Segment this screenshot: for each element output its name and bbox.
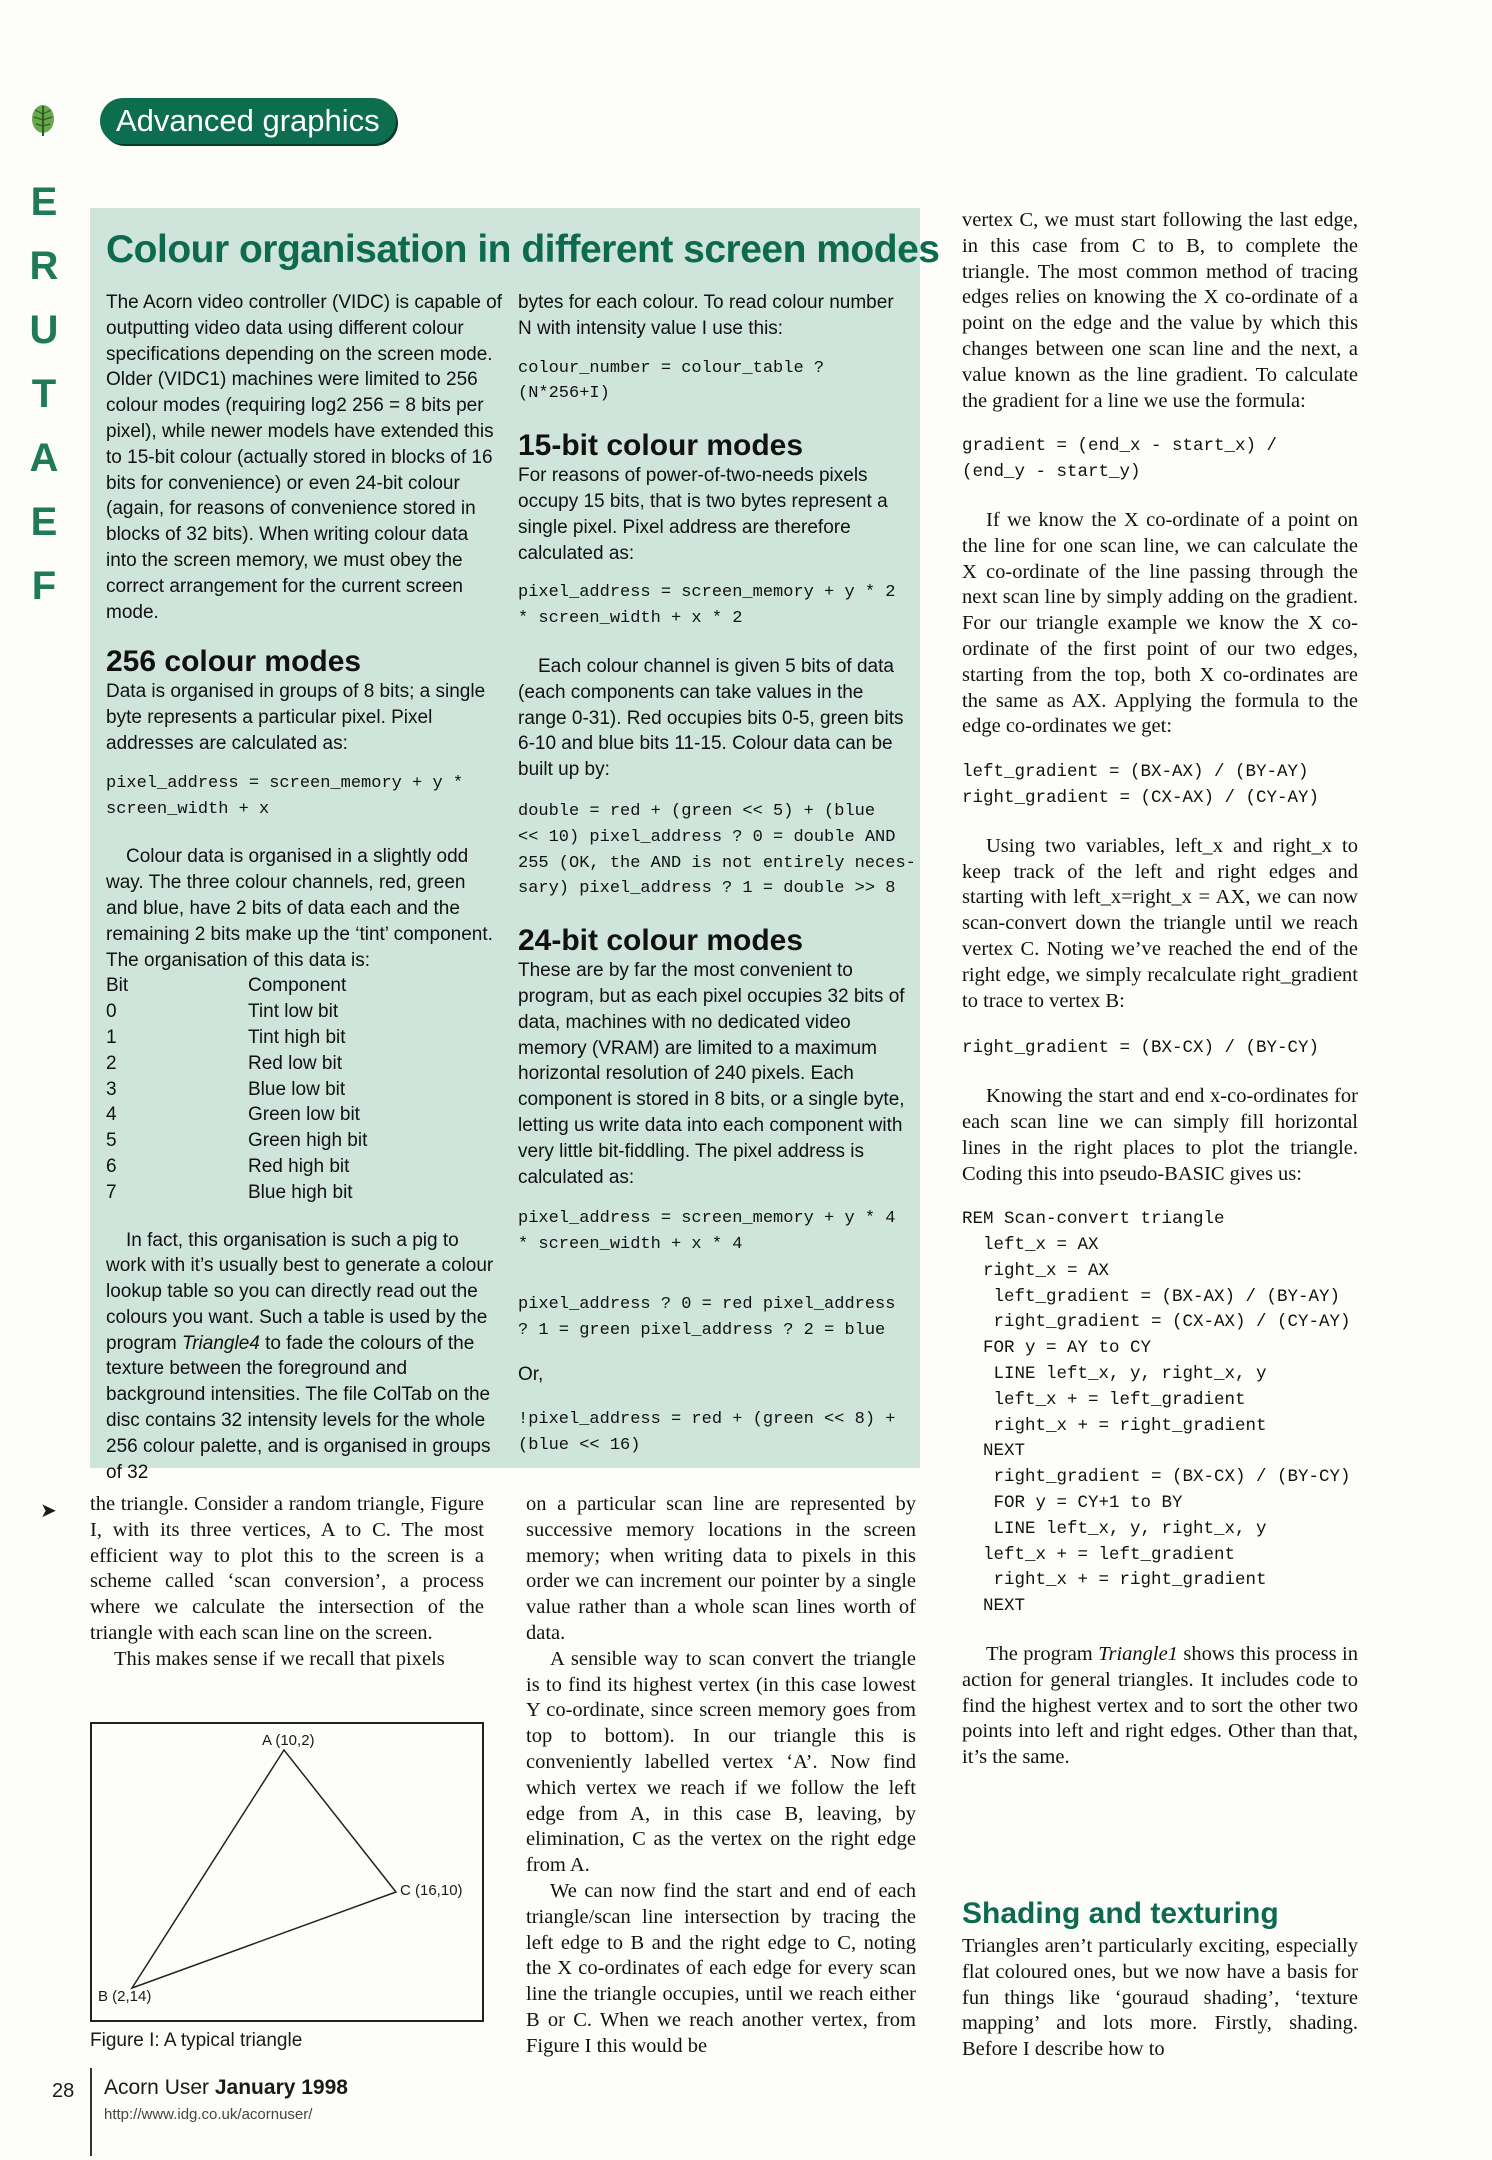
table-cell: 5 bbox=[106, 1130, 117, 1152]
table-header-bit: Bit bbox=[106, 975, 129, 997]
magazine-name: Acorn User bbox=[104, 2076, 210, 2099]
table-cell: Blue high bit bbox=[248, 1181, 353, 1203]
col3-para4: Knowing the start and end x-co-ordinates for each scan line we can simply fill horizontal lines in the right places to plot the triangle. Coding this into pseudo-BASIC gives us: bbox=[962, 1085, 1358, 1185]
bit-table bbox=[106, 973, 502, 1205]
col3-code3: right_gradient = (BX-CX) / (BY-CY) bbox=[962, 1038, 1320, 1059]
table-cell: 2 bbox=[106, 1052, 117, 1074]
col3-para5-post: shows this process in action for general triangles. It includes code to find the highest vertex and to sort the other two points into left and right edges. Other than that, it’s the same. bbox=[962, 1643, 1358, 1769]
col1-para1: the triangle. Consider a random triangle, Figure I, with its three vertices, A to C. The most efficient way to plot this to the screen is a scheme called ‘scan conversion’, a process where we calculate the intersection of the triangle with each scan line on the screen. bbox=[90, 1493, 484, 1644]
feature-letter: E bbox=[30, 500, 58, 544]
feature-letter: R bbox=[29, 244, 59, 288]
para-256a: Data is organised in groups of 8 bits; a single byte represents a particular pixel. Pixel addresses are calculated as: bbox=[106, 681, 486, 754]
code-256: pixel_address = screen_memory + y * screen_width + x bbox=[106, 773, 464, 819]
column-2 bbox=[526, 1492, 916, 2060]
figure-caption: Figure I: A typical triangle bbox=[90, 2030, 303, 2051]
heading-24bit: 24-bit colour modes bbox=[518, 924, 804, 958]
table-cell: 1 bbox=[106, 1026, 117, 1048]
feature-letter: A bbox=[29, 436, 59, 480]
table-cell: 3 bbox=[106, 1078, 117, 1100]
program-name: Triangle4 bbox=[182, 1332, 260, 1354]
table-cell: Red high bit bbox=[248, 1155, 350, 1177]
vertex-b-label: B (2,14) bbox=[98, 1988, 152, 2005]
para-15b: Each colour channel is given 5 bits of data (each components can take values in the range 0-31). Red occupies bits 0-5, green bits 6-10 and blue bits 11-15. Colour data can be built up by: bbox=[518, 655, 904, 781]
para-or: Or, bbox=[518, 1363, 544, 1385]
box-right-column bbox=[518, 290, 916, 1459]
table-cell: Tint high bit bbox=[248, 1026, 346, 1048]
table-cell: 4 bbox=[106, 1104, 117, 1126]
col2-para1: on a particular scan line are represented by successive memory locations in the screen memory; when writing data to pixels in this order we can increment our pointer by a single value rather than a whole scan lines worth of data. bbox=[526, 1493, 916, 1644]
code-24b: pixel_address ? 0 = red pixel_address ? 1 = green pixel_address ? 2 = blue bbox=[518, 1294, 896, 1340]
column-1 bbox=[90, 1492, 484, 1673]
col1-para2: This makes sense if we recall that pixels bbox=[114, 1647, 445, 1670]
heading-15bit: 15-bit colour modes bbox=[518, 429, 804, 463]
footer-divider bbox=[90, 2068, 92, 2156]
feature-letter: U bbox=[29, 308, 59, 352]
table-cell: 6 bbox=[106, 1155, 117, 1177]
continuation-arrow-icon: ➤ bbox=[40, 1500, 57, 1522]
col3-code2: left_gradient = (BX-AX) / (BY-AY) right_gradient = (CX-AX) / (CY-AY) bbox=[962, 762, 1320, 808]
para-256c-post: to fade the colours of the texture between the foreground and background intensities. The file ColTab on the disc contains 32 intensity levels for the whole 256 colour palette, and is organised in groups of 32 bbox=[106, 1332, 491, 1483]
figure-box bbox=[90, 1722, 484, 2022]
code-24c: !pixel_address = red + (green << 8) + (blue << 16) bbox=[518, 1410, 896, 1456]
para-15a: For reasons of power-of-two-needs pixels occupy 15 bits, that is two bytes represent a single pixel. Pixel address are therefore calculated as: bbox=[518, 465, 888, 564]
code-15a: pixel_address = screen_memory + y * 2 * screen_width + x * 2 bbox=[518, 583, 896, 629]
triangle-shape bbox=[132, 1750, 396, 1988]
col3-para2: If we know the X co-ordinate of a point on the line for one scan line, we can calculate the X co-ordinate of the line passing through the next scan line by simply adding on the gradient. For our triangle example we know the X co-ordinate of the first point of our two edges, starting from the top, both X co-ordinates are the same as AX. Applying the formula to the edge co-ordinates we get: bbox=[962, 508, 1358, 738]
code-24a: pixel_address = screen_memory + y * 4 * screen_width + x * 4 bbox=[518, 1209, 896, 1255]
issue-date: January 1998 bbox=[214, 2076, 348, 2099]
para-256c-pre: In fact, this organisation is such a pig to work with it’s usually best to generate a colour lookup table so you can directly read out the colours you want. Such a table is used by the program bbox=[106, 1229, 494, 1354]
table-cell: Green low bit bbox=[248, 1104, 360, 1126]
heading-256: 256 colour modes bbox=[106, 645, 362, 679]
box-title: Colour organisation in different screen modes bbox=[106, 228, 940, 271]
table-cell: 0 bbox=[106, 1001, 117, 1023]
col2-para2: A sensible way to scan convert the triangle is to find its highest vertex (in this case lowest Y co-ordinate, since screen memory goes from top to bottom). In our triangle this is conveniently labelled vertex ‘A’. Now find which vertex we reach if we follow the left edge from A, in this case B, leaving, by elimination, C as the vertex on the right edge from A. bbox=[526, 1647, 916, 1877]
footer-magazine bbox=[104, 2076, 348, 2100]
para-256c bbox=[106, 1228, 502, 1486]
col3-para6: Triangles aren’t particularly exciting, especially flat coloured ones, but we now have a basis for fun things like ‘gouraud shading’, ‘texture mapping’ and lots more. Firstly, shading. Before I describe how to bbox=[962, 1935, 1358, 2061]
feature-label bbox=[22, 170, 66, 618]
column-3-bottom bbox=[962, 1934, 1358, 2063]
table-cell: 7 bbox=[106, 1181, 117, 1203]
col3-para5-pre: The program bbox=[986, 1643, 1099, 1666]
page-number: 28 bbox=[52, 2080, 75, 2102]
code-15b: double = red + (green << 5) + (blue << 10) pixel_address ? 0 = double AND 255 (OK, the AND is not entirely neces- sary) pixel_address ? 1 = double >> 8 bbox=[518, 801, 916, 899]
footer-url: http://www.idg.co.uk/acornuser/ bbox=[104, 2106, 313, 2123]
leaf-icon bbox=[30, 104, 56, 138]
feature-letter: T bbox=[31, 372, 57, 416]
box-left-column bbox=[106, 290, 502, 1485]
col3-para5 bbox=[962, 1642, 1358, 1771]
vertex-c-label: C (16,10) bbox=[400, 1882, 463, 1899]
box-intro: The Acorn video controller (VIDC) is capable of outputting video data using different colour specifications depending on the screen mode. Older (VIDC1) machines were limited to 256 colour modes (requiring log2 256 = 8 bits per pixel), while newer models have extended this to 15-bit colour (actually stored in blocks of 16 bits for convenience) or even 24-bit colour (again, for reasons of convenience stored in blocks of 32 bits). When writing colour data into the screen memory, we must obey the correct arrangement for the current screen mode. bbox=[106, 292, 503, 623]
col3-para1: vertex C, we must start following the last edge, in this case from C to B, to complete the triangle. The most common method of tracing edges relies on knowing the X co-ordinate of a point on the edge and the value by which this changes between one scan line and the next, a value known as the line gradient. To calculate the gradient for a line we use the formula: bbox=[962, 209, 1358, 412]
feature-letter: F bbox=[31, 564, 57, 608]
triangle-figure bbox=[92, 1724, 482, 2020]
heading-shading: Shading and texturing bbox=[962, 1897, 1279, 1930]
table-cell: Blue low bit bbox=[248, 1078, 346, 1100]
table-cell: Tint low bit bbox=[248, 1001, 339, 1023]
col3-para3: Using two variables, left_x and right_x to keep track of the left and right edges and starting with left_x=right_x = AX, we can now scan-convert down the triangle until we reach vertex C. Noting we’ve reached the end of the right edge, we simply recalculate right_gradient to trace to vertex B: bbox=[962, 834, 1358, 1012]
col3-code4: REM Scan-convert triangle left_x = AX right_x = AX left_gradient = (BX-AX) / (BY-AY) right_gradient = (CX-AX) / (CY-AY) FOR y = AY to CY LINE left_x, y, right_x, y left_x + = left_gradient right_x + = right_gradient NEXT right_gradient = (BX-CX) / (BY-CY) FOR y = CY+1 to BY LINE left_x, y, right_x, y left_x + = left_gradient right_x + = right_gradient NEXT bbox=[962, 1209, 1351, 1617]
col3-code1: gradient = (end_x - start_x) / (end_y - start_y) bbox=[962, 436, 1278, 483]
table-cell: Red low bit bbox=[248, 1052, 342, 1074]
para-24a: These are by far the most convenient to program, but as each pixel occupies 32 bits of data, machines with no dedicated video memory (VRAM) are limited to a maximum horizontal resolution of 240 pixels. Each component is stored in 8 bits, or a single byte, letting us write data into each component with very little bit-fiddling. The pixel address is calculated as: bbox=[518, 960, 905, 1188]
table-cell: Green high bit bbox=[248, 1130, 368, 1152]
vertex-a-label: A (10,2) bbox=[262, 1732, 315, 1749]
table-header-component: Component bbox=[248, 975, 347, 997]
program-name: Triangle1 bbox=[1098, 1643, 1178, 1666]
column-3 bbox=[962, 208, 1358, 1771]
para-r1: bytes for each colour. To read colour number N with intensity value I use this: bbox=[518, 292, 894, 339]
code-r1: colour_number = colour_table ? (N*256+I) bbox=[518, 358, 825, 404]
para-256b: Colour data is organised in a slightly odd way. The three colour channels, red, green and blue, have 2 bits of data each and the remaining 2 bits make up the ‘tint’ component. The organisation of this data is: bbox=[106, 846, 493, 971]
section-title: Advanced graphics bbox=[100, 98, 396, 144]
col2-para3: We can now find the start and end of each triangle/scan line intersection by tracing the left edge to B and the right edge to C, noting the X co-ordinates of each edge for every scan line the triangle occupies, until we reach either B or C. When we reach another vertex, from Figure I this would be bbox=[526, 1879, 916, 2057]
feature-letter: E bbox=[30, 180, 58, 224]
